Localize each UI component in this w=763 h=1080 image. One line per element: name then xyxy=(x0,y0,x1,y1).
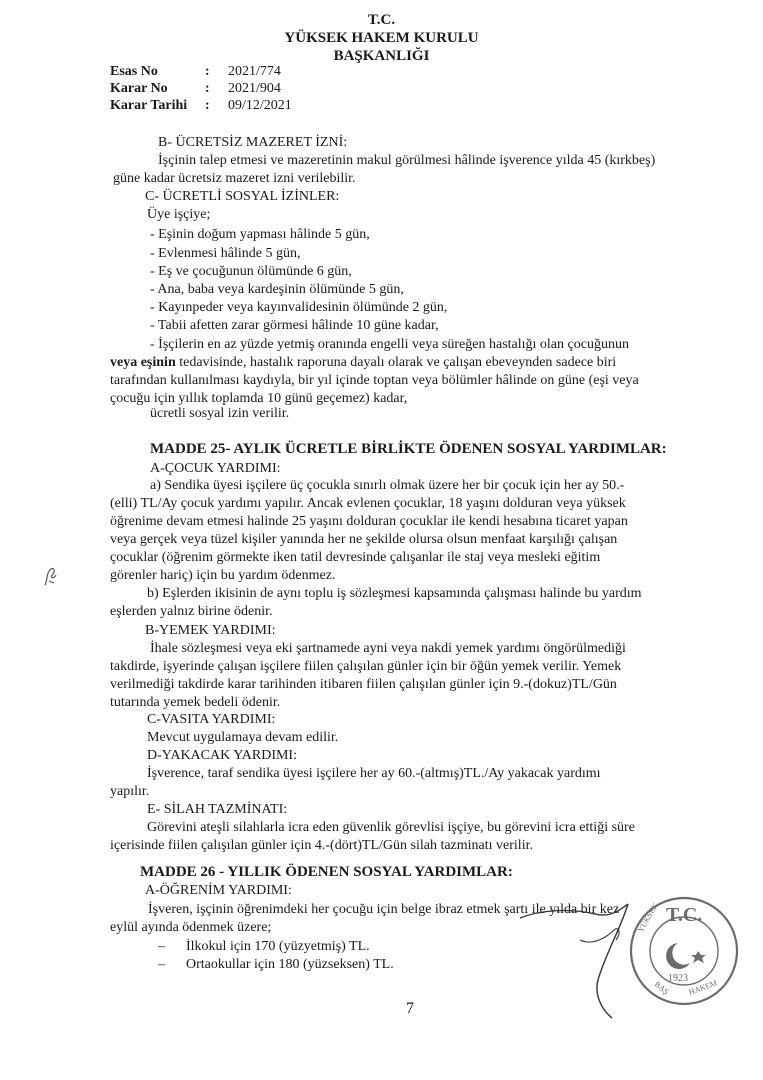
paragraph-line: görenler hariç) için bu yardım ödenmez. xyxy=(110,568,336,583)
paragraph-line: yapılır. xyxy=(110,784,150,799)
margin-mark xyxy=(42,563,60,589)
section-b-title: B- ÜCRETSİZ MAZERET İZNİ: xyxy=(158,135,348,150)
section-c-line: çocuğu için yıllık toplamda 10 günü geçemez) kadar, xyxy=(110,391,408,406)
svg-text:BAŞ: BAŞ xyxy=(652,979,671,997)
header-office: BAŞKANLIĞI xyxy=(333,48,430,64)
esas-value: 2021/774 xyxy=(228,64,281,79)
section-c-line: tarafından kullanılması kaydıyla, bir yıl içinde toptan veya bölümler hâlinde on güne (eşi veya xyxy=(110,373,639,388)
paragraph-line: eylül ayında ödenmek üzere; xyxy=(110,920,272,935)
paragraph-line: b) Eşlerden ikisinin de aynı toplu iş sözleşmesi kapsamında çalışması halinde bu yardım xyxy=(147,586,642,601)
paragraph-line: çocuklar (öğrenim görmekte iken tatil devresinde çalışanlar ile staj veya mesleki eğitim xyxy=(110,550,601,565)
tarih-label: Karar Tarihi xyxy=(110,98,188,113)
tarih-colon: : xyxy=(205,98,210,113)
paragraph-line: Mevcut uygulamaya devam edilir. xyxy=(147,730,339,745)
svg-text:T.C.: T.C. xyxy=(666,904,703,926)
madde-25-title: MADDE 25- AYLIK ÜCRETLE BİRLİKTE ÖDENEN SOSYAL YARDIMLAR: xyxy=(150,441,667,457)
list-item: - Eşinin doğum yapması hâlinde 5 gün, xyxy=(150,227,370,242)
header-institution: YÜKSEK HAKEM KURULU xyxy=(284,30,479,46)
karar-colon: : xyxy=(205,81,210,96)
section-c-closing: ücretli sosyal izin verilir. xyxy=(150,406,290,421)
list-item: - Kayınpeder veya kayınvalidesinin ölümünde 2 gün, xyxy=(150,300,448,315)
svg-text:YÜKSEK: YÜKSEK xyxy=(635,901,660,934)
official-seal xyxy=(628,895,740,1007)
list-item: - Ana, baba veya kardeşinin ölümünde 5 gün, xyxy=(150,282,404,297)
paragraph-line: öğrenime devam etmesi halinde 25 yaşını dolduran çocuklar ile kendi hesabına ticaret yapan xyxy=(110,514,628,529)
list-item: - İşçilerin en az yüzde yetmiş oranında engelli veya süreğen hastalığı olan çocuğunun xyxy=(150,337,629,352)
section-c-intro: Üye işçiye; xyxy=(147,207,211,222)
karar-label: Karar No xyxy=(110,81,168,96)
list-item: Ortaokullar için 180 (yüzseksen) TL. xyxy=(186,957,394,972)
list-item: - Evlenmesi hâlinde 5 gün, xyxy=(150,246,301,261)
section-b-line1: İşçinin talep etmesi ve mazeretinin makul görülmesi hâlinde işverence yılda 45 (kırkbeş) xyxy=(158,153,656,168)
madde-25-c-title: C-VASITA YARDIMI: xyxy=(147,712,276,727)
madde-26-title: MADDE 26 - YILLIK ÖDENEN SOSYAL YARDIMLAR: xyxy=(140,864,513,880)
list-item: İlkokul için 170 (yüzyetmiş) TL. xyxy=(186,939,370,954)
page-number: 7 xyxy=(406,1000,414,1017)
paragraph-line: Görevini ateşli silahlarla icra eden güvenlik görevlisi işçiye, bu görevini icra ettiği süre xyxy=(147,820,635,835)
paragraph-line: verilmediği takdirde karar tarihinden itibaren fiilen çalışılan günler için 9.-(dokuz)TL/Gün xyxy=(110,677,617,692)
paragraph-line: İhale sözleşmesi veya eki şartnamede ayni veya nakdi yemek yardımı öngörülmediği xyxy=(150,641,626,656)
section-c-title: C- ÜCRETLİ SOSYAL İZİNLER: xyxy=(145,189,340,204)
bold-text: veya eşinin xyxy=(110,355,176,370)
paragraph-line: a) Sendika üyesi işçilere üç çocukla sınırlı olmak üzere her bir çocuk için her ay 50.- xyxy=(150,478,625,493)
madde-25-d-title: D-YAKACAK YARDIMI: xyxy=(147,748,297,763)
dash-bullet: – xyxy=(158,939,165,954)
paragraph-line: (elli) TL/Ay çocuk yardımı yapılır. Ancak evlenen çocuklar, 18 yaşını dolduran veya yüksek xyxy=(110,496,626,511)
madde-25-e-title: E- SİLAH TAZMİNATI: xyxy=(147,802,288,817)
madde-25-b-title: B-YEMEK YARDIMI: xyxy=(145,623,276,638)
karar-value: 2021/904 xyxy=(228,81,281,96)
paragraph-line: veya gerçek veya tüzel kişiler yanında her ne şekilde olursa olsun menfaat karşılığı çalışan xyxy=(110,532,618,547)
madde-26-a-title: A-ÖĞRENİM YARDIMI: xyxy=(145,883,292,898)
paragraph-line: İşverence, taraf sendika üyesi işçilere her ay 60.-(altmış)TL./Ay yakacak yardımı xyxy=(147,766,601,781)
header-tc: T.C. xyxy=(367,12,396,28)
paragraph-line: içerisinde fiilen çalışılan günler için 4.-(dört)TL/Gün silah tazminatı verilir. xyxy=(110,838,533,853)
section-b-line2: güne kadar ücretsiz mazeret izni verilebilir. xyxy=(113,171,356,186)
esas-label: Esas No xyxy=(110,64,158,79)
paragraph-line: tutarında yemek bedeli ödenir. xyxy=(110,695,281,710)
svg-text:1923: 1923 xyxy=(668,973,688,984)
tarih-value: 09/12/2021 xyxy=(228,98,292,113)
dash-bullet: – xyxy=(158,957,165,972)
svg-text:HAKEM: HAKEM xyxy=(687,978,719,997)
paragraph-line: eşlerden yalnız birine ödenir. xyxy=(110,604,273,619)
esas-colon: : xyxy=(205,64,210,79)
list-item: - Eş ve çocuğunun ölümünde 6 gün, xyxy=(150,264,352,279)
madde-25-a-title: A-ÇOCUK YARDIMI: xyxy=(150,461,281,476)
paragraph-line: takdirde, işyerinde çalışan işçilere fiilen çalışılan günler için bir öğün yemek verilir. Yemek xyxy=(110,659,622,674)
text-run: tedavisinde, hastalık raporuna dayalı olarak ve çalışan ebeveynden sadece biri xyxy=(175,355,617,370)
section-c-line xyxy=(110,354,616,371)
paragraph-line: İşveren, işçinin öğrenimdeki her çocuğu için belge ibraz etmek şartı ile yılda bir kez xyxy=(148,902,620,917)
list-item: - Tabii afetten zarar görmesi hâlinde 10 güne kadar, xyxy=(150,318,439,333)
